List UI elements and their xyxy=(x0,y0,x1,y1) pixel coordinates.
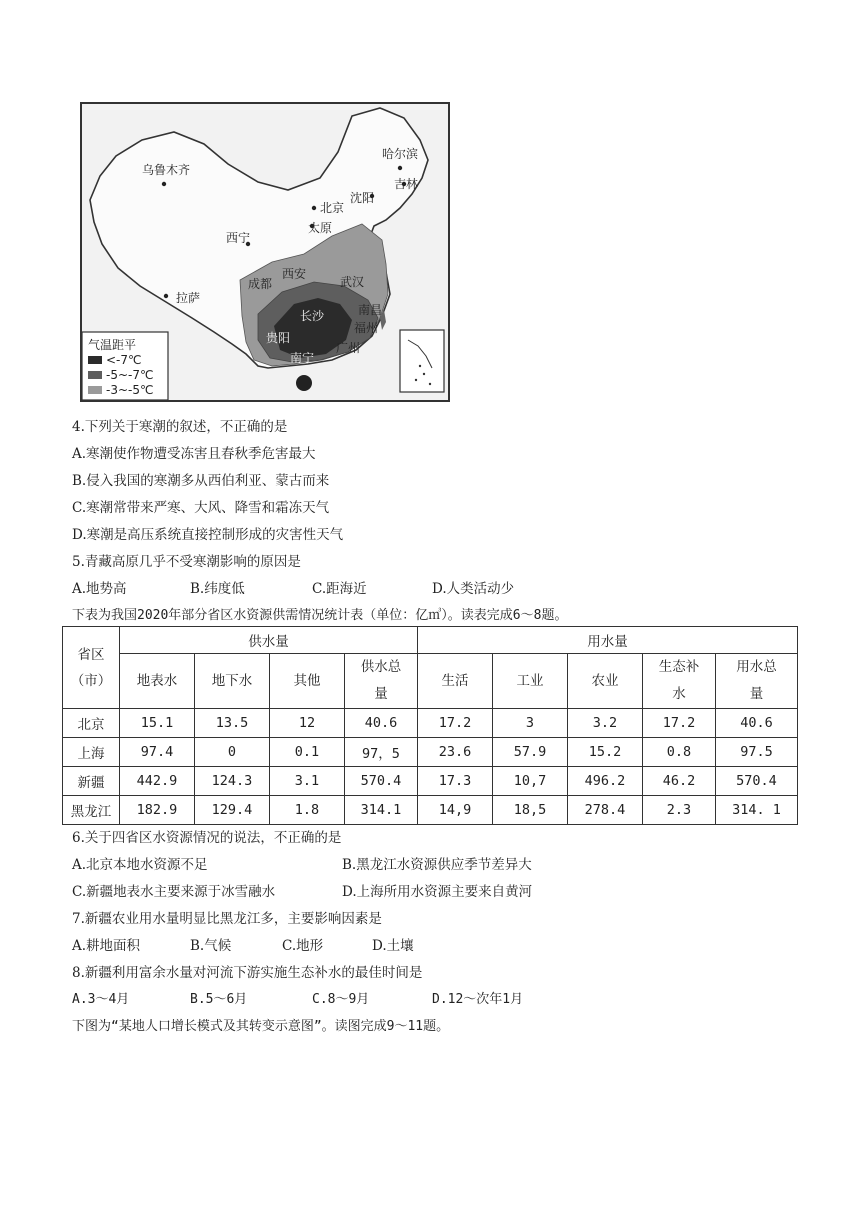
table-cell: 0 xyxy=(195,738,270,767)
table-cell: 18,5 xyxy=(493,796,568,825)
table-intro: 下表为我国2020年部分省区水资源供需情况统计表（单位：亿㎥）。读表完成6～8题。 xyxy=(72,608,568,623)
legend-swatch-dark xyxy=(88,356,102,364)
inset-dot xyxy=(415,379,417,381)
row-name: 新疆 xyxy=(63,767,120,796)
city-label-shenyang: 沈阳 xyxy=(350,191,375,205)
table-cell: 97.4 xyxy=(120,738,195,767)
table-cell: 0.1 xyxy=(270,738,345,767)
supply-header: 供水量 xyxy=(120,627,418,654)
col-ecological xyxy=(643,654,716,709)
water-resource-table xyxy=(62,626,798,825)
table-cell: 3.2 xyxy=(568,709,643,738)
table-cell: 17.2 xyxy=(643,709,716,738)
table-cell: 40.6 xyxy=(716,709,798,738)
city-dot-beijing xyxy=(312,206,316,210)
city-label-urumqi: 乌鲁木齐 xyxy=(142,163,191,177)
province-header-line1: 省区 xyxy=(77,646,105,663)
table-cell: 124.3 xyxy=(195,767,270,796)
col-industry: 工业 xyxy=(493,654,568,709)
question-6-option-c: C.新疆地表水主要来源于冰雪融水 xyxy=(72,884,276,900)
question-7-option-a: A.耕地面积 xyxy=(72,938,141,954)
table-cell: 17.3 xyxy=(418,767,493,796)
table-cell: 1.8 xyxy=(270,796,345,825)
col-supply-total-line2: 量 xyxy=(374,686,388,702)
city-label-lhasa: 拉萨 xyxy=(176,291,201,305)
use-header: 用水量 xyxy=(418,627,798,654)
table-cell: 3.1 xyxy=(270,767,345,796)
legend-title: 气温距平 xyxy=(88,338,137,352)
question-6-option-a: A.北京本地水资源不足 xyxy=(72,857,208,873)
question-4-option-b: B.侵入我国的寒潮多从西伯利亚、蒙古而来 xyxy=(72,473,330,489)
table-cell: 23.6 xyxy=(418,738,493,767)
col-agriculture: 农业 xyxy=(568,654,643,709)
question-4-option-a: A.寒潮使作物遭受冻害且春秋季危害最大 xyxy=(72,446,316,462)
south-china-sea-inset xyxy=(400,330,444,392)
inset-dot xyxy=(419,365,421,367)
next-figure-intro: 下图为“某地人口增长模式及其转变示意图”。读图完成9～11题。 xyxy=(72,1019,450,1034)
province-header-line2: （市） xyxy=(70,672,112,689)
city-label-guangzhou: 广州 xyxy=(336,341,361,355)
legend-swatch-light xyxy=(88,386,102,394)
city-dot-lhasa xyxy=(164,294,168,298)
city-label-wuhan: 武汉 xyxy=(340,275,365,289)
table-cell: 314.1 xyxy=(345,796,418,825)
question-5-stem: 5.青藏高原几乎不受寒潮影响的原因是 xyxy=(72,554,301,570)
province-header xyxy=(63,627,120,709)
question-6-option-d: D.上海所用水资源主要来自黄河 xyxy=(342,884,533,900)
col-surface-water: 地表水 xyxy=(120,654,195,709)
inset-dot xyxy=(423,373,425,375)
question-6-stem: 6.关于四省区水资源情况的说法，不正确的是 xyxy=(72,830,342,846)
question-4-option-c: C.寒潮常带来严寒、大风、降雪和霜冻天气 xyxy=(72,500,330,516)
city-label-beijing: 北京 xyxy=(320,201,345,215)
legend-label-light: -3~-5℃ xyxy=(106,383,154,397)
city-label-xian: 西安 xyxy=(282,267,307,281)
question-7-option-c: C.地形 xyxy=(282,938,324,954)
table-cell: 570.4 xyxy=(716,767,798,796)
table-cell: 97，5 xyxy=(345,738,418,767)
map-svg xyxy=(82,104,448,400)
table-cell: 2.3 xyxy=(643,796,716,825)
legend-label-mid: -5~-7℃ xyxy=(106,368,154,382)
table-cell: 3 xyxy=(493,709,568,738)
city-label-fuzhou: 福州 xyxy=(354,321,379,335)
question-5-option-c: C.距海近 xyxy=(312,581,367,597)
question-5-option-a: A.地势高 xyxy=(72,581,127,597)
question-4-option-d: D.寒潮是高压系统直接控制形成的灾害性天气 xyxy=(72,527,344,543)
table-cell: 0.8 xyxy=(643,738,716,767)
table-cell: 46.2 xyxy=(643,767,716,796)
col-use-total xyxy=(716,654,798,709)
legend-label-dark: <-7℃ xyxy=(106,353,142,367)
question-5-option-b: B.纬度低 xyxy=(190,581,245,597)
question-6-option-b: B.黑龙江水资源供应季节差异大 xyxy=(342,857,532,873)
col-groundwater: 地下水 xyxy=(195,654,270,709)
table-cell: 278.4 xyxy=(568,796,643,825)
col-domestic: 生活 xyxy=(418,654,493,709)
table-cell: 97.5 xyxy=(716,738,798,767)
table-cell: 14,9 xyxy=(418,796,493,825)
table-row xyxy=(63,709,798,738)
city-label-changsha: 长沙 xyxy=(300,309,325,323)
question-7-stem: 7.新疆农业用水量明显比黑龙江多，主要影响因素是 xyxy=(72,911,382,927)
col-supply-total xyxy=(345,654,418,709)
table-cell: 10,7 xyxy=(493,767,568,796)
table-cell: 57.9 xyxy=(493,738,568,767)
hainan-island xyxy=(296,375,312,391)
table-row xyxy=(63,738,798,767)
col-use-total-line1: 用水总 xyxy=(736,659,777,675)
table-cell: 15.1 xyxy=(120,709,195,738)
question-8-option-b: B.5～6月 xyxy=(190,992,248,1007)
table-cell: 182.9 xyxy=(120,796,195,825)
question-8-option-d: D.12～次年1月 xyxy=(432,992,524,1007)
legend-swatch-mid xyxy=(88,371,102,379)
row-name: 黑龙江 xyxy=(63,796,120,825)
city-label-xining: 西宁 xyxy=(226,231,251,245)
table-cell: 496.2 xyxy=(568,767,643,796)
col-ecological-line2: 水 xyxy=(672,686,686,702)
table-cell: 129.4 xyxy=(195,796,270,825)
city-label-nanning: 南宁 xyxy=(290,351,315,365)
table-cell: 12 xyxy=(270,709,345,738)
table-cell: 570.4 xyxy=(345,767,418,796)
city-label-harbin: 哈尔滨 xyxy=(382,147,419,161)
question-5-option-d: D.人类活动少 xyxy=(432,581,515,597)
table-cell: 17.2 xyxy=(418,709,493,738)
table-cell: 314. 1 xyxy=(716,796,798,825)
table-cell: 40.6 xyxy=(345,709,418,738)
question-7-option-d: D.土壤 xyxy=(372,938,414,954)
city-label-nanchang: 南昌 xyxy=(358,303,383,317)
question-8-option-c: C.8～9月 xyxy=(312,992,370,1007)
table-row xyxy=(63,767,798,796)
table-row xyxy=(63,796,798,825)
city-label-guiyang: 贵阳 xyxy=(266,331,291,345)
city-dot-harbin xyxy=(398,166,402,170)
question-8-option-a: A.3～4月 xyxy=(72,992,130,1007)
col-use-total-line2: 量 xyxy=(749,686,764,702)
city-label-taiyuan: 太原 xyxy=(308,221,333,235)
col-ecological-line1: 生态补 xyxy=(658,659,700,675)
city-dot-urumqi xyxy=(162,182,166,186)
city-label-chengdu: 成都 xyxy=(248,277,273,291)
inset-dot xyxy=(429,383,431,385)
table-cell: 442.9 xyxy=(120,767,195,796)
table-cell: 13.5 xyxy=(195,709,270,738)
question-7-option-b: B.气候 xyxy=(190,938,232,954)
question-4-stem: 4.下列关于寒潮的叙述，不正确的是 xyxy=(72,419,288,435)
col-other: 其他 xyxy=(270,654,345,709)
question-8-stem: 8.新疆利用富余水量对河流下游实施生态补水的最佳时间是 xyxy=(72,965,423,981)
row-name: 北京 xyxy=(63,709,120,738)
china-cold-wave-map xyxy=(80,102,450,402)
table-cell: 15.2 xyxy=(568,738,643,767)
row-name: 上海 xyxy=(63,738,120,767)
col-supply-total-line1: 供水总 xyxy=(360,659,402,675)
city-label-jilin: 吉林 xyxy=(394,177,419,191)
